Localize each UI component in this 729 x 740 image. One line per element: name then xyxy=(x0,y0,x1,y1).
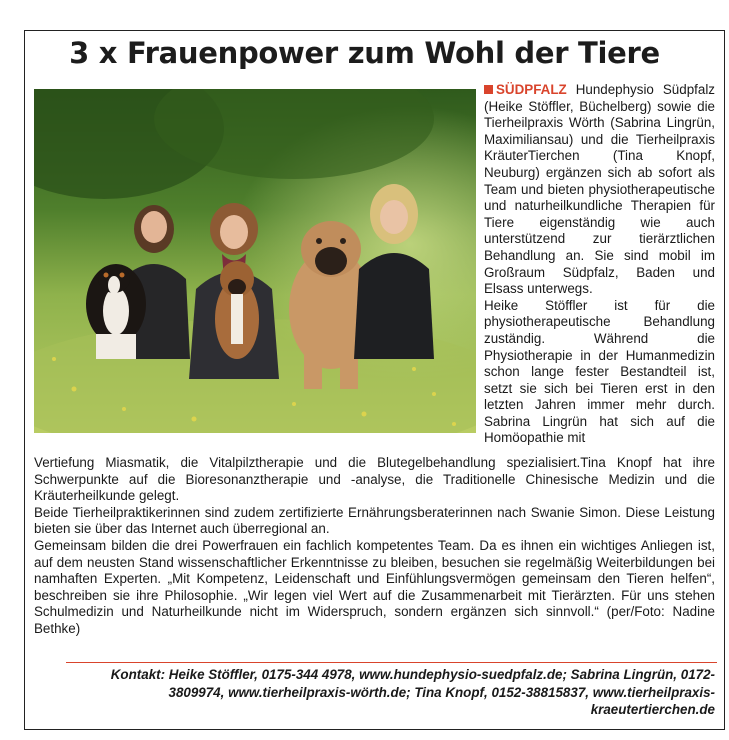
article-text-column-right xyxy=(484,82,715,447)
paragraph-2-continued: Vertiefung Miasmatik, die Vitalpilztherapie und die Blutegelbehandlung spezialisiert.Tina Knopf hat ihre Schwerpunkte auf die Bioresonanztherapie und -analyse, die Traditionelle Chinesische Medizin und die Kräuterheilkunde gelegt. xyxy=(34,455,715,504)
intro-paragraph xyxy=(484,82,715,298)
contact-info: Kontakt: Heike Stöffler, 0175-344 4978, www.hundephysio-suedpfalz.de; Sabrina Lingrün, 0172-3809974, www.tierheilpraxis-wörth.de; Tina Knopf, 0152-38815837, www.tierheilpraxis-kraeutertierchen.de xyxy=(110,667,715,717)
paragraph-3: Beide Tierheilpraktikerinnen sind zudem zertifizierte Ernährungsberaterinnen nach Swanie Simon. Diese Leistung bieten sie über das Internet auch überregional an. xyxy=(34,504,715,537)
intro-text: Hundephysio Südpfalz (Heike Stöffler, Büchelberg) sowie die Tierheilpraxis Wörth (Sabrina Lingrün, Maximiliansau) und die Tierheilpraxis KräuterTierchen (Tina Knopf, Neuburg) ergänzen sich ab sofort als Team und bieten physiotherapeutische und naturheilkundliche Therapien für Tiere eigenständig wie auch unterstützend zur tierärztlichen Behandlung an. Sie sind mobil im Großraum Südpfalz, Baden und Elsass unterwegs. xyxy=(484,82,715,297)
paragraph-2-start: Heike Stöffler ist für die physiotherapeutische Behandlung zuständig. Während die Physiotherapie in der Humanmedizin schon lange fester Bestandteil ist, setzt sie sich bei Tieren erst in den letzten Jahren immer mehr durch. Sabrina Lingrün hat sich auf die Homöopathie mit xyxy=(484,297,715,446)
contact-divider xyxy=(66,662,717,663)
team-photo xyxy=(34,89,476,433)
paragraph-4: Gemeinsam bilden die drei Powerfrauen ein fachlich kompetentes Team. Da es ihnen ein wichtiges Anliegen ist, auf dem neusten Stand wissenschaftlicher Erkenntnisse zu bleiben, besuchen sie regelmäßig Weiterbildungen bei namhaften Experten. „Mit Kompetenz, Leidenschaft und Einfühlungsvermögen gemeinsam den Tieren helfen“, beschreiben sie ihre Philosophie. „Wir legen viel Wert auf die Zusammenarbeit mit Tierärzten. Für uns stehen Schulmedizin und Naturheilkunde nicht im Widerspruch, sondern ergänzen sich sinnvoll.“ (per/Foto: Nadine Bethke) xyxy=(34,537,715,636)
square-bullet-icon xyxy=(484,85,493,94)
region-tag: SÜDPFALZ xyxy=(496,82,567,97)
article-headline: 3 x Frauenpower zum Wohl der Tiere xyxy=(69,36,660,70)
article-text-full-width xyxy=(34,455,715,638)
